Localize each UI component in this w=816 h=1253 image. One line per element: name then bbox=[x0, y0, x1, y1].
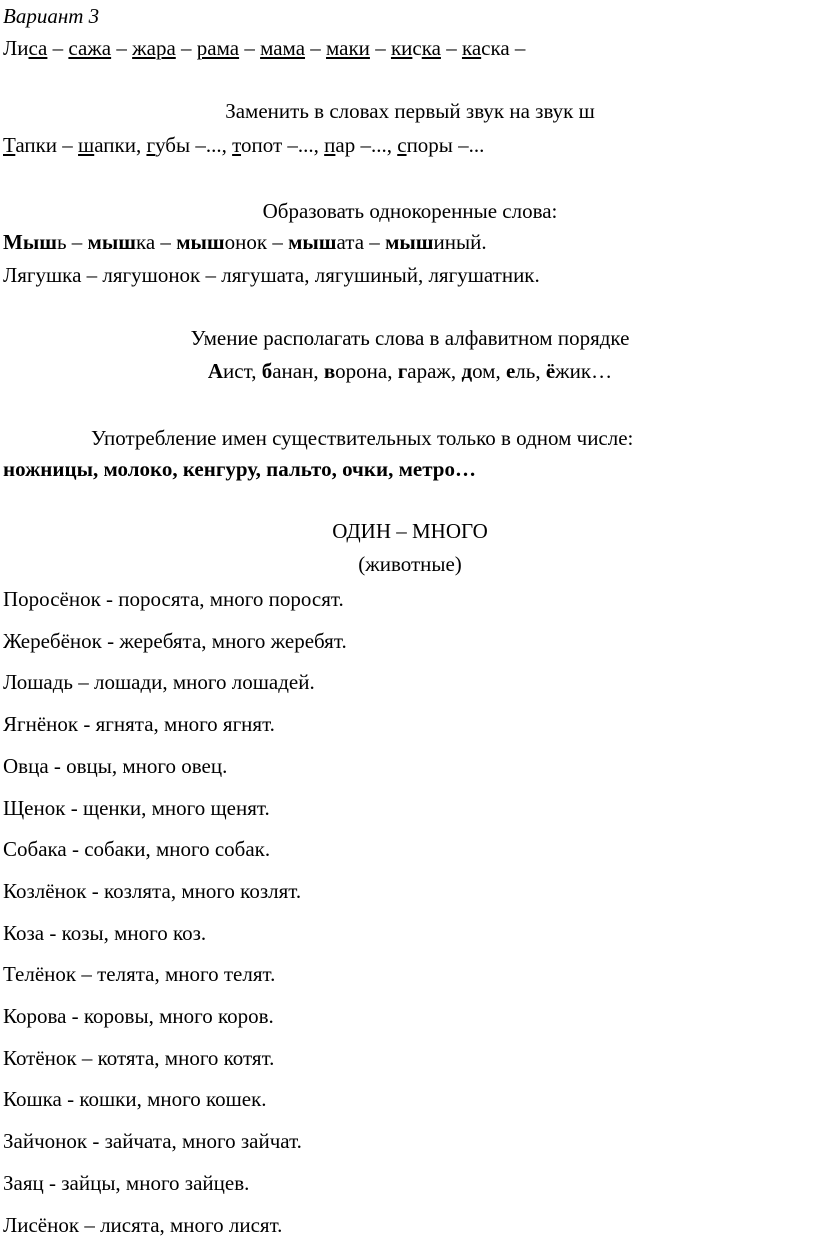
text-segment: онок – bbox=[224, 230, 289, 254]
text-segment: – bbox=[305, 36, 327, 60]
text-segment: е bbox=[505, 359, 516, 383]
text-segment: г bbox=[397, 359, 408, 383]
text-segment: ом, bbox=[472, 359, 506, 383]
text-segment: ш bbox=[78, 133, 95, 157]
variant-heading: Вариант 3 bbox=[3, 4, 100, 28]
text-segment: мыш bbox=[385, 230, 434, 254]
text-segment: убы –..., bbox=[155, 133, 233, 157]
section-title-one-many: ОДИН – МНОГО bbox=[332, 519, 488, 543]
section-subtitle-animals: (животные) bbox=[358, 552, 462, 576]
text-segment: ё bbox=[545, 359, 556, 383]
text-segment: жара bbox=[132, 36, 176, 60]
text-segment: орона, bbox=[335, 359, 398, 383]
text-segment: маки bbox=[326, 36, 370, 60]
section-title-cognate-words: Образовать однокоренные слова: bbox=[262, 199, 558, 223]
text-segment: п bbox=[324, 133, 336, 157]
text-segment: – bbox=[111, 36, 133, 60]
cognate-line-mouse bbox=[3, 229, 487, 255]
text-segment: с bbox=[397, 133, 407, 157]
animal-line: Зайчонок - зайчата, много зайчат. bbox=[3, 1129, 302, 1153]
text-segment: поры –... bbox=[406, 133, 485, 157]
text-segment: д bbox=[461, 359, 473, 383]
text-segment: – bbox=[369, 36, 391, 60]
text-segment: ка bbox=[461, 36, 482, 60]
text-segment: апки, bbox=[94, 133, 147, 157]
animal-line: Корова - коровы, много коров. bbox=[3, 1004, 274, 1028]
text-segment: мама bbox=[260, 36, 306, 60]
text-segment: с bbox=[412, 36, 422, 60]
text-segment: жик… bbox=[555, 359, 613, 383]
text-segment: Ли bbox=[3, 36, 29, 60]
animal-line: Жеребёнок - жеребята, много жеребят. bbox=[3, 629, 347, 653]
section-title-alphabetical: Умение располагать слова в алфавитном порядке bbox=[190, 326, 630, 350]
text-segment: мыш bbox=[87, 230, 136, 254]
animal-line: Щенок - щенки, много щенят. bbox=[3, 796, 270, 820]
animal-line: Лошадь – лошади, много лошадей. bbox=[3, 670, 315, 694]
cognate-line-frog: Лягушка – лягушонок – лягушата, лягушиный, лягушатник. bbox=[3, 263, 540, 287]
text-segment: ата – bbox=[336, 230, 386, 254]
text-segment: в bbox=[323, 359, 336, 383]
text-segment: мыш bbox=[176, 230, 225, 254]
text-segment: – bbox=[175, 36, 197, 60]
replace-sound-line bbox=[3, 132, 484, 158]
text-segment: са bbox=[28, 36, 48, 60]
alphabetical-line bbox=[2, 358, 816, 384]
animal-line: Коза - козы, много коз. bbox=[3, 921, 207, 945]
text-segment: Т bbox=[3, 133, 16, 157]
text-segment: опот –..., bbox=[241, 133, 325, 157]
animal-line: Козлёнок - козлята, много козлят. bbox=[3, 879, 302, 903]
animal-line: Ягнёнок - ягнята, много ягнят. bbox=[3, 712, 275, 736]
animal-line: Заяц - зайцы, много зайцев. bbox=[3, 1171, 250, 1195]
text-segment: – bbox=[47, 36, 69, 60]
animal-line: Телёнок – телята, много телят. bbox=[3, 962, 276, 986]
text-segment: ки bbox=[390, 36, 413, 60]
animal-line: Поросёнок - поросята, много поросят. bbox=[3, 587, 344, 611]
text-segment: анан, bbox=[272, 359, 324, 383]
section-title-replace-sound: Заменить в словах первый звук на звук ш bbox=[225, 99, 595, 123]
singular-only-nouns: ножницы, молоко, кенгуру, пальто, очки, метро… bbox=[3, 457, 476, 481]
text-segment: Мыш bbox=[3, 230, 57, 254]
text-segment: ль, bbox=[515, 359, 546, 383]
text-segment: ка bbox=[421, 36, 441, 60]
text-segment: г bbox=[146, 133, 156, 157]
text-segment: араж, bbox=[407, 359, 462, 383]
animal-line: Кошка - кошки, много кошек. bbox=[3, 1087, 267, 1111]
animal-line: Котёнок – котята, много котят. bbox=[3, 1046, 275, 1070]
animal-line: Собака - собаки, много собак. bbox=[3, 837, 271, 861]
text-segment: т bbox=[232, 133, 242, 157]
text-segment: мыш bbox=[288, 230, 337, 254]
text-segment: иный. bbox=[433, 230, 487, 254]
text-segment: ка – bbox=[135, 230, 177, 254]
text-segment: – bbox=[239, 36, 261, 60]
text-segment: ска – bbox=[481, 36, 526, 60]
text-segment: б bbox=[261, 359, 273, 383]
animal-line: Овца - овцы, много овец. bbox=[3, 754, 228, 778]
text-segment: ар –..., bbox=[335, 133, 398, 157]
text-segment: А bbox=[207, 359, 224, 383]
text-segment: сажа bbox=[68, 36, 112, 60]
text-segment: – bbox=[440, 36, 462, 60]
word-chain-line bbox=[3, 35, 525, 61]
animal-line: Лисёнок – лисята, много лисят. bbox=[3, 1213, 283, 1237]
section-title-singular-only: Употребление имен существительных только в одном числе: bbox=[91, 426, 634, 450]
text-segment: ь – bbox=[56, 230, 88, 254]
text-segment: рама bbox=[196, 36, 240, 60]
text-segment: ист, bbox=[223, 359, 262, 383]
text-segment: апки – bbox=[15, 133, 79, 157]
